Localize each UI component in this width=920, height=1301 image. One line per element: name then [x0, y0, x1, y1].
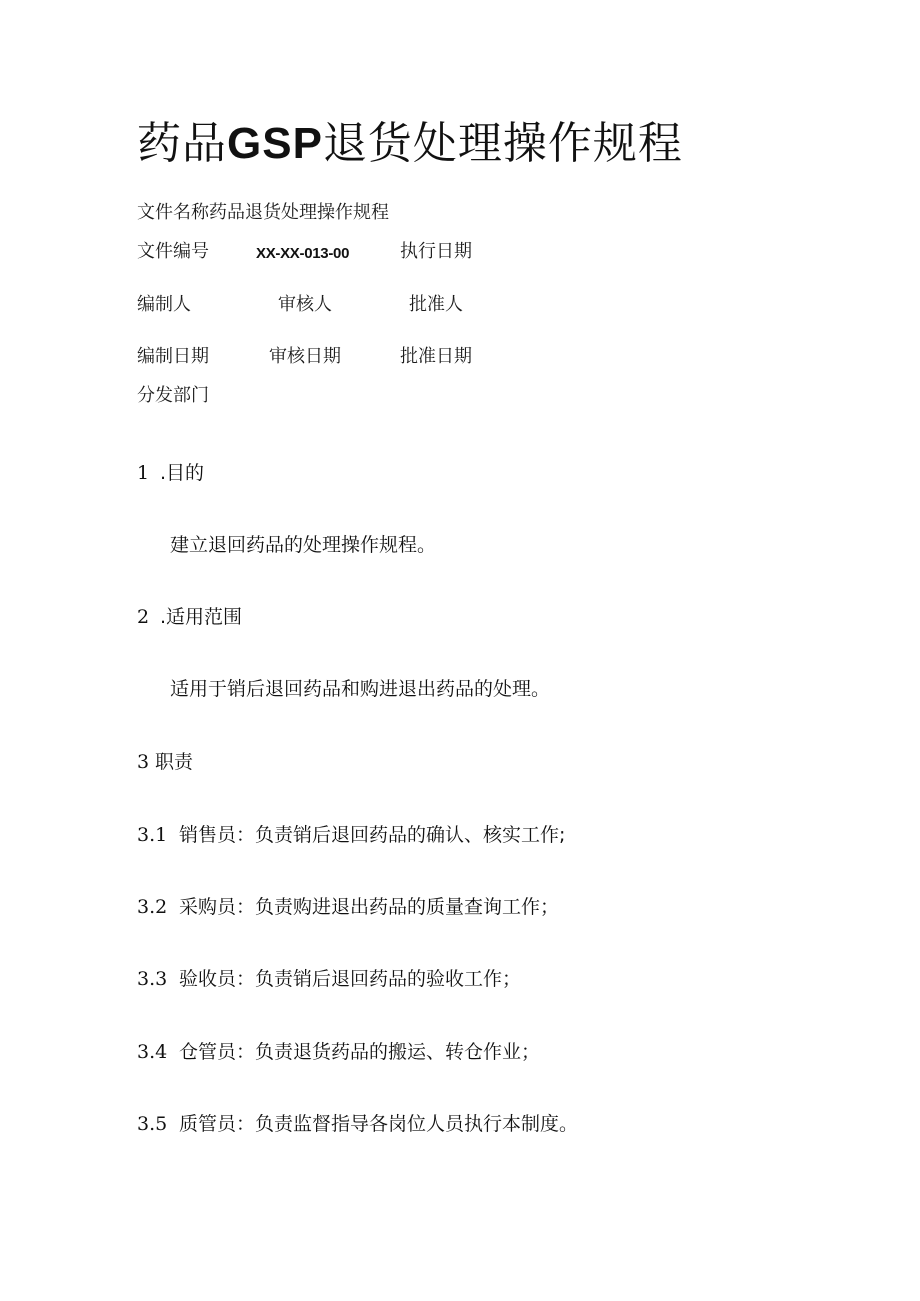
document-title [137, 118, 683, 169]
section-1-number: 1 [137, 462, 150, 484]
review-date-label: 审核日期 [269, 346, 341, 367]
section-2-number: 2 [137, 606, 150, 628]
dept-label: 分发部门 [137, 385, 209, 406]
title-part-1: 药品 [137, 118, 227, 169]
duty-3-4-number: 3.4 [137, 1041, 168, 1063]
compile-date-label: 编制日期 [137, 346, 209, 367]
duty-3-2-number: 3.2 [137, 896, 168, 918]
compiler-label: 编制人 [137, 294, 191, 315]
duty-3-5-text: 质管员：负责监督指导各岗位人员执行本制度。 [179, 1113, 579, 1135]
file-name-line: 文件名称药品退货处理操作规程 [137, 202, 389, 223]
section-2-body: 适用于销后退回药品和购进退出药品的处理。 [170, 678, 551, 700]
duty-3-2-text: 采购员：负责购进退出药品的质量查询工作； [179, 896, 560, 918]
section-1-heading: .目的 [160, 462, 205, 484]
duty-3-3-text: 验收员：负责销后退回药品的验收工作； [179, 968, 522, 990]
duty-3-1-text: 销售员：负责销后退回药品的确认、核实工作; [179, 824, 566, 846]
approver-label: 批准人 [409, 294, 463, 315]
title-part-2: 退货处理操作规程 [322, 118, 683, 169]
duty-3-3-number: 3.3 [137, 968, 168, 990]
duty-3-4-text: 仓管员：负责退货药品的搬运、转仓作业； [179, 1041, 541, 1063]
duty-3-5-number: 3.5 [137, 1113, 168, 1135]
approve-date-label: 批准日期 [400, 346, 472, 367]
duty-3-1-number: 3.1 [137, 824, 168, 846]
title-gsp: GSP [227, 119, 323, 168]
reviewer-label: 审核人 [278, 294, 332, 315]
section-3-number: 3 [137, 751, 150, 773]
exec-date-label: 执行日期 [400, 241, 472, 262]
section-3-heading: 职责 [155, 751, 194, 773]
section-1-body: 建立退回药品的处理操作规程。 [170, 534, 437, 556]
file-no-label: 文件编号 [137, 241, 209, 262]
section-2-heading: .适用范围 [160, 606, 243, 628]
file-no-value: XX-XX-013-00 [256, 245, 350, 262]
